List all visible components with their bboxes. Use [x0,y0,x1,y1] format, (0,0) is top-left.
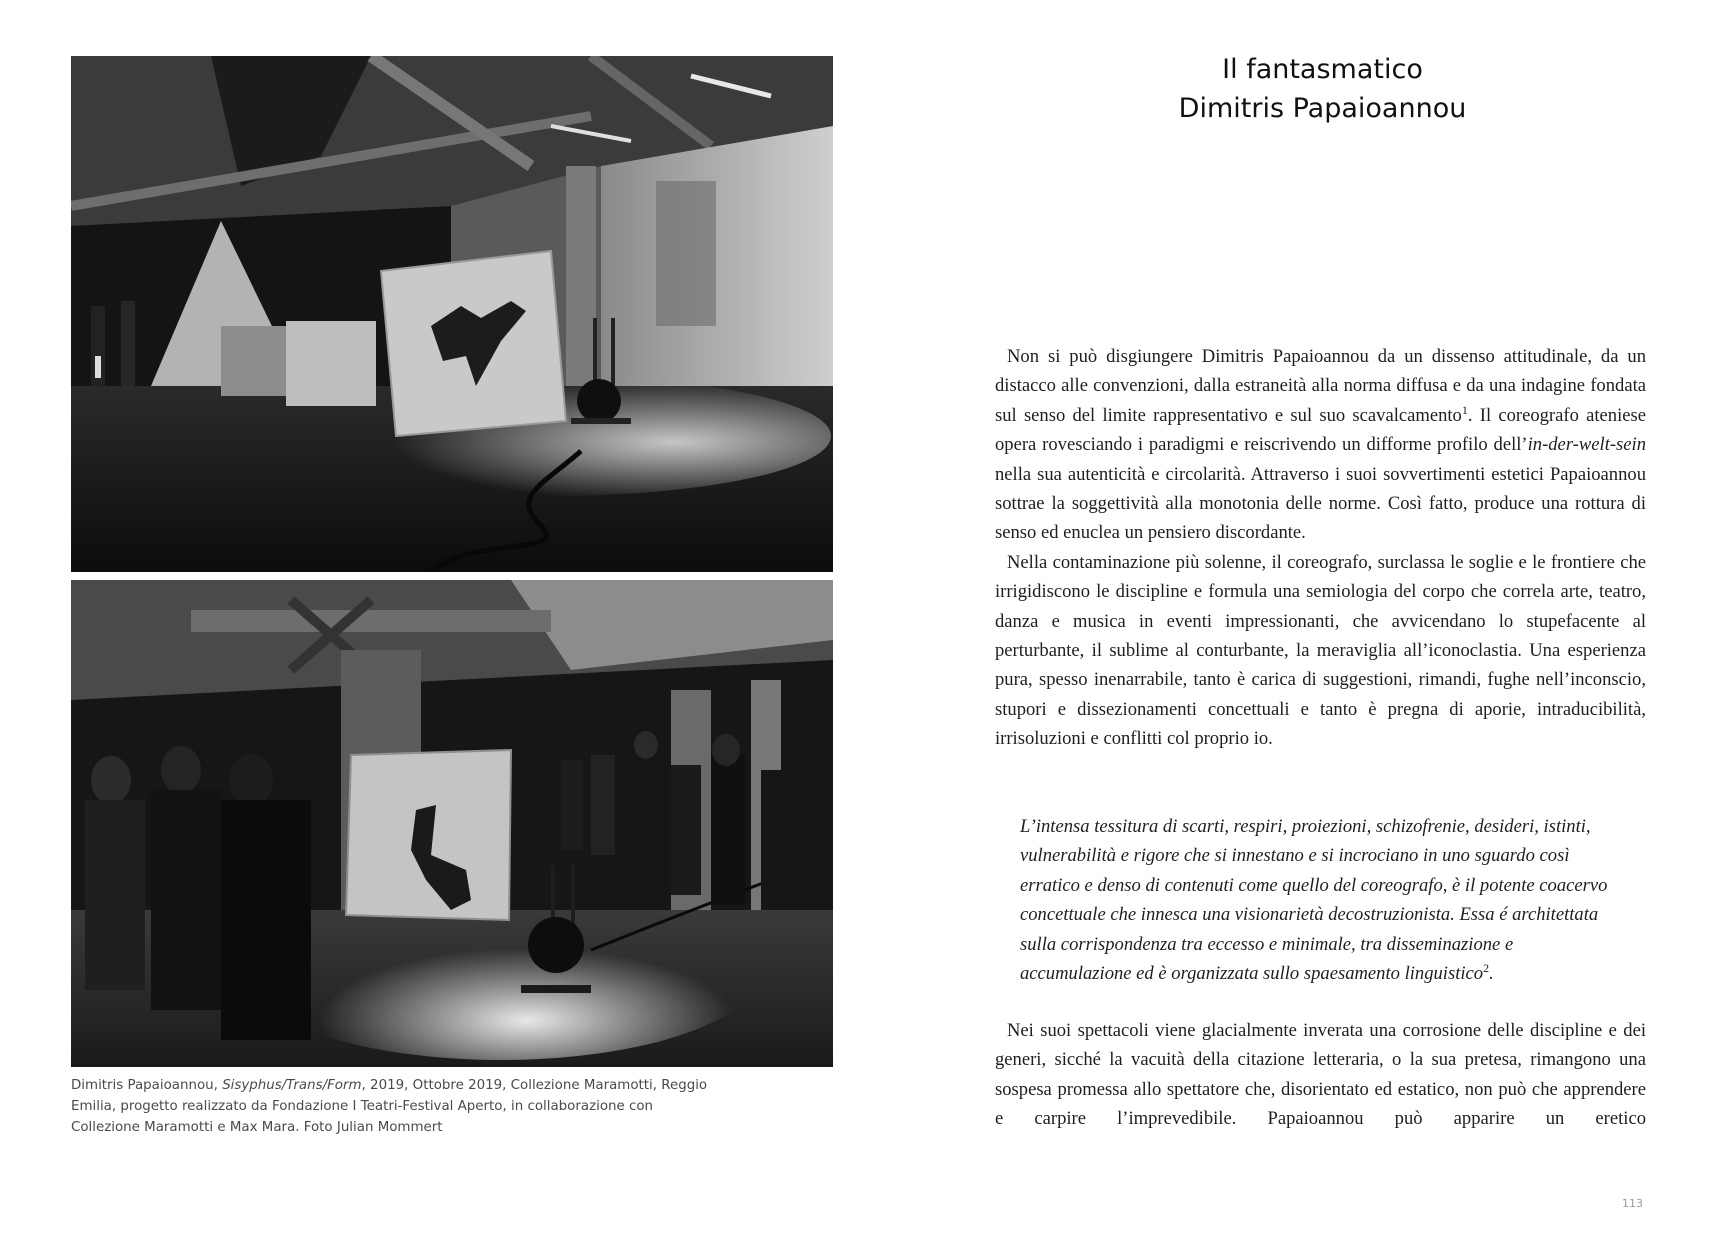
photo-top-image [71,56,833,572]
caption-work-title: Sisyphus/Trans/Form [222,1078,362,1093]
block-quote-text [1020,812,1626,988]
performance-photo-bottom [71,580,833,1067]
footnote-ref-1: 1 [1461,402,1468,417]
page-number: 113 [1622,1197,1643,1210]
body-text-continued [995,1016,1646,1134]
block-quote [1020,812,1626,988]
paragraph-1-italic-term: in-der-welt-sein [1527,434,1646,456]
paragraph-3: Nei suoi spettacoli viene glacialmente inverata una corrosione delle discipline e dei generi, sicché la vacuità della citazione letteraria, o la sua pretesa, rimangono una sospesa promessa allo spettatore che, disorientato ed estatico, non può che apprendere e carpire l’imprevedibile. Papaioannou può apparire un eretico [995,1020,1646,1130]
paragraph-1 [995,342,1646,548]
caption-lead: Dimitris Papaioannou, [71,1078,223,1093]
paragraph-1-part-b: . Il coreografo ateniese opera rovesciando i paradigmi e reiscrivendo un difforme profilo dell’ [995,404,1646,456]
performance-photo-top [71,56,833,572]
photo-bottom-image [71,580,833,1067]
chapter-title-line-1: Il fantasmatico [1222,54,1423,85]
block-quote-end: . [1489,963,1494,985]
block-quote-body: L’intensa tessitura di scarti, respiri, proiezioni, schizofrenie, desideri, istinti, vulnerabilità e rigore che si innestano e si incrociano in uno sguardo così erratico e denso di contenuti come quello del coreografo, è il potente coacervo concettuale che innesca una visionarietà decostruzionista. Essa é architettata sulla corrispondenza tra eccesso e minimale, tra disseminazione e accumulazione ed è organizzata sullo spaesamento linguistico [1020,816,1608,985]
photo-caption [71,1075,711,1138]
chapter-title-line-2: Dimitris Papaioannou [1178,93,1467,124]
paragraph-1-part-a: Non si può disgiungere Dimitris Papaioannou da un dissenso attitudinale, da un distacco alle convenzioni, dalla estraneità alla norma diffusa e da una indagine fondata sul senso del limite rappresentativo e sul suo scavalcamento [995,346,1646,426]
chapter-title [1000,50,1645,128]
body-text [995,342,1646,754]
footnote-ref-2: 2 [1483,960,1490,975]
paragraph-1-part-c: nella sua autenticità e circolarità. Attraverso i suoi sovvertimenti estetici Papaioannou sottrae la soggettività alla monotonia delle norme. Così fatto, produce una rottura di senso ed enuclea un pensiero discordante. [995,463,1646,544]
caption-details: , 2019, Ottobre 2019, Collezione Maramotti, Reggio Emilia, progetto realizzato da Fondazione I Teatri-Festival Aperto, in collaborazione con Collezione Maramotti e Max Mara. Foto Julian Mommert [71,1078,708,1135]
paragraph-2: Nella contaminazione più solenne, il coreografo, surclassa le soglie e le frontiere che irrigidiscono le discipline e formula una semiologia del corpo che correla arte, teatro, danza e musica in eventi impressionanti, che avvicendano lo stupefacente al perturbante, il sublime al conturbante, la meraviglia all’iconoclastia. Una esperienza pura, spesso inenarrabile, tanto è carica di suggestioni, rimandi, fughe nell’inconscio, stupori e dissezionamenti concettuali e tanto è pregna di aporie, intraducibilità, irrisoluzioni e conflitti col proprio io. [995,551,1646,750]
